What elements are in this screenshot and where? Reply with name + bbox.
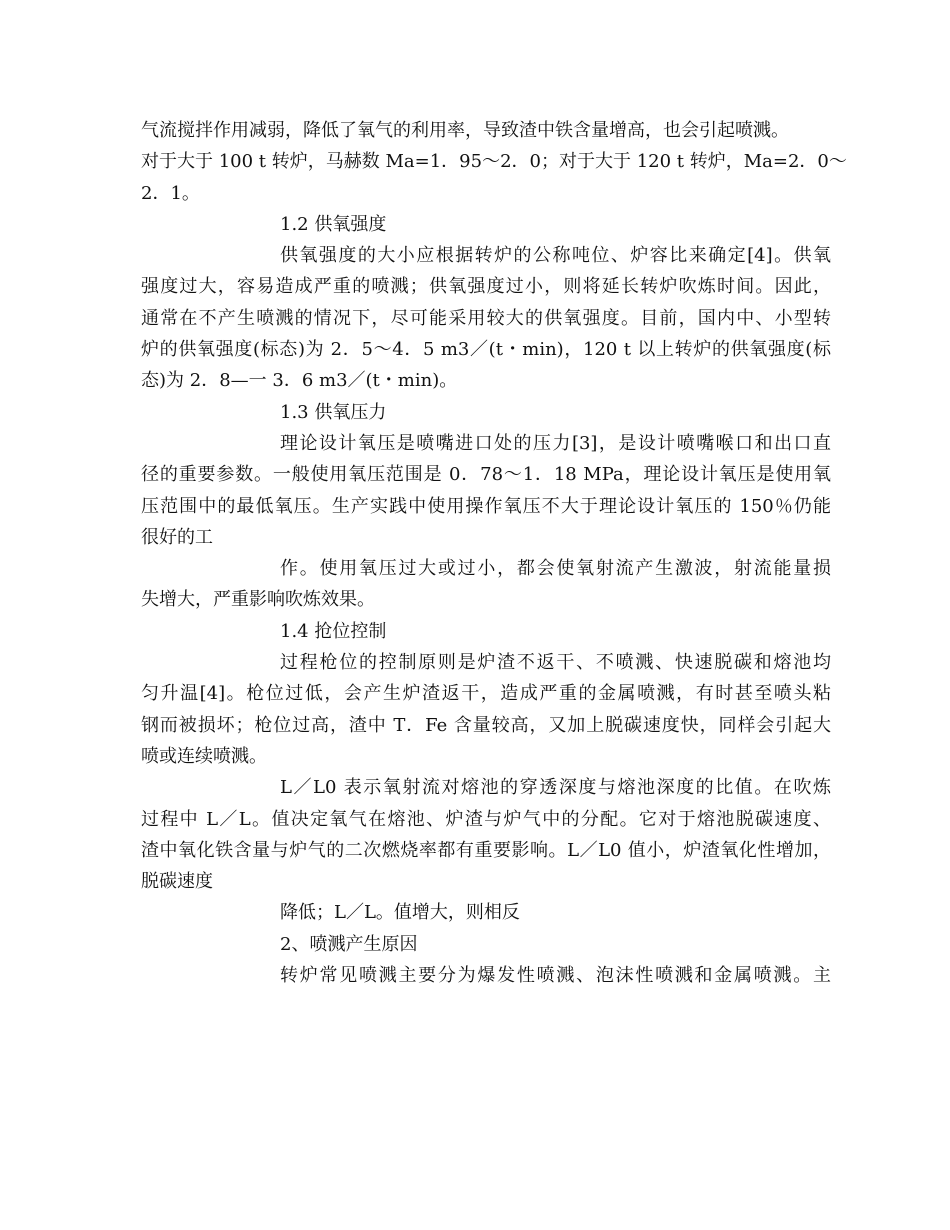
text-line: 供氧强度的大小应根据转炉的公称吨位、炉容比来确定[4]。供氧 <box>280 245 831 267</box>
text-line: 失增大，严重影响吹炼效果。 <box>141 589 375 611</box>
text-line: 气流搅拌作用减弱，降低了氧气的利用率，导致渣中铁含量增高，也会引起喷溅。 <box>141 120 789 141</box>
text-line: 态)为 2．8—一 3．6 m3／(t・min)。 <box>141 370 458 392</box>
text-line: 1.2 供氧强度 <box>280 213 387 235</box>
text-line: 钢而被损坏；枪位过高，渣中 T．Fe 含量较高，又加上脱碳速度快，同样会引起大 <box>141 714 831 736</box>
text-line: 通常在不产生喷溅的情况下，尽可能采用较大的供氧强度。目前，国内中、小型转 <box>141 307 831 329</box>
text-line: 很好的工 <box>141 526 213 548</box>
text-line: 1.3 供氧压力 <box>280 401 387 423</box>
text-line: 渣中氧化铁含量与炉气的二次燃烧率都有重要影响。L／L0 值小，炉渣氧化性增加， <box>141 839 831 861</box>
text-line: 对于大于 100 t 转炉，马赫数 Ma=1．95～2．0；对于大于 120 t 转炉，Ma=2．0～ <box>141 151 847 173</box>
text-line: 强度过大，容易造成严重的喷溅；供氧强度过小，则将延长转炉吹炼时间。因此， <box>141 276 831 298</box>
text-line: 理论设计氧压是喷嘴进口处的压力[3]，是设计喷嘴喉口和出口直 <box>280 432 831 454</box>
text-line: L／L0 表示氧射流对熔池的穿透深度与熔池深度的比值。在吹炼 <box>280 777 831 799</box>
text-line: 过程枪位的控制原则是炉渣不返干、不喷溅、快速脱碳和熔池均 <box>280 652 831 674</box>
text-line: 作。使用氧压过大或过小，都会使氧射流产生激波，射流能量损 <box>280 558 831 580</box>
text-line: 径的重要参数。一般使用氧压范围是 0．78～1．18 MPa，理论设计氧压是使用氧 <box>141 464 831 486</box>
text-line: 喷或连续喷溅。 <box>141 745 267 767</box>
text-line: 匀升温[4]。枪位过低，会产生炉渣返干，造成严重的金属喷溅，有时甚至喷头粘 <box>141 683 831 705</box>
text-line: 1.4 抢位控制 <box>280 620 387 642</box>
text-line: 压范围中的最低氧压。生产实践中使用操作氧压不大于理论设计氧压的 150％仍能 <box>141 495 831 517</box>
text-line: 炉的供氧强度(标态)为 2．5～4．5 m3／(t・min)，120 t 以上转炉的供氧强度(标 <box>141 339 831 361</box>
text-line: 过程中 L／L。值决定氧气在熔池、炉渣与炉气中的分配。它对于熔池脱碳速度、 <box>141 808 831 830</box>
text-line: 转炉常见喷溅主要分为爆发性喷溅、泡沫性喷溅和金属喷溅。主 <box>280 965 831 987</box>
text-line: 降低；L／L。值增大，则相反 <box>280 902 520 924</box>
text-line: 脱碳速度 <box>141 871 213 893</box>
text-line: 2．1。 <box>141 182 200 204</box>
text-line: 2、喷溅产生原因 <box>280 933 418 955</box>
document-body <box>141 115 847 991</box>
